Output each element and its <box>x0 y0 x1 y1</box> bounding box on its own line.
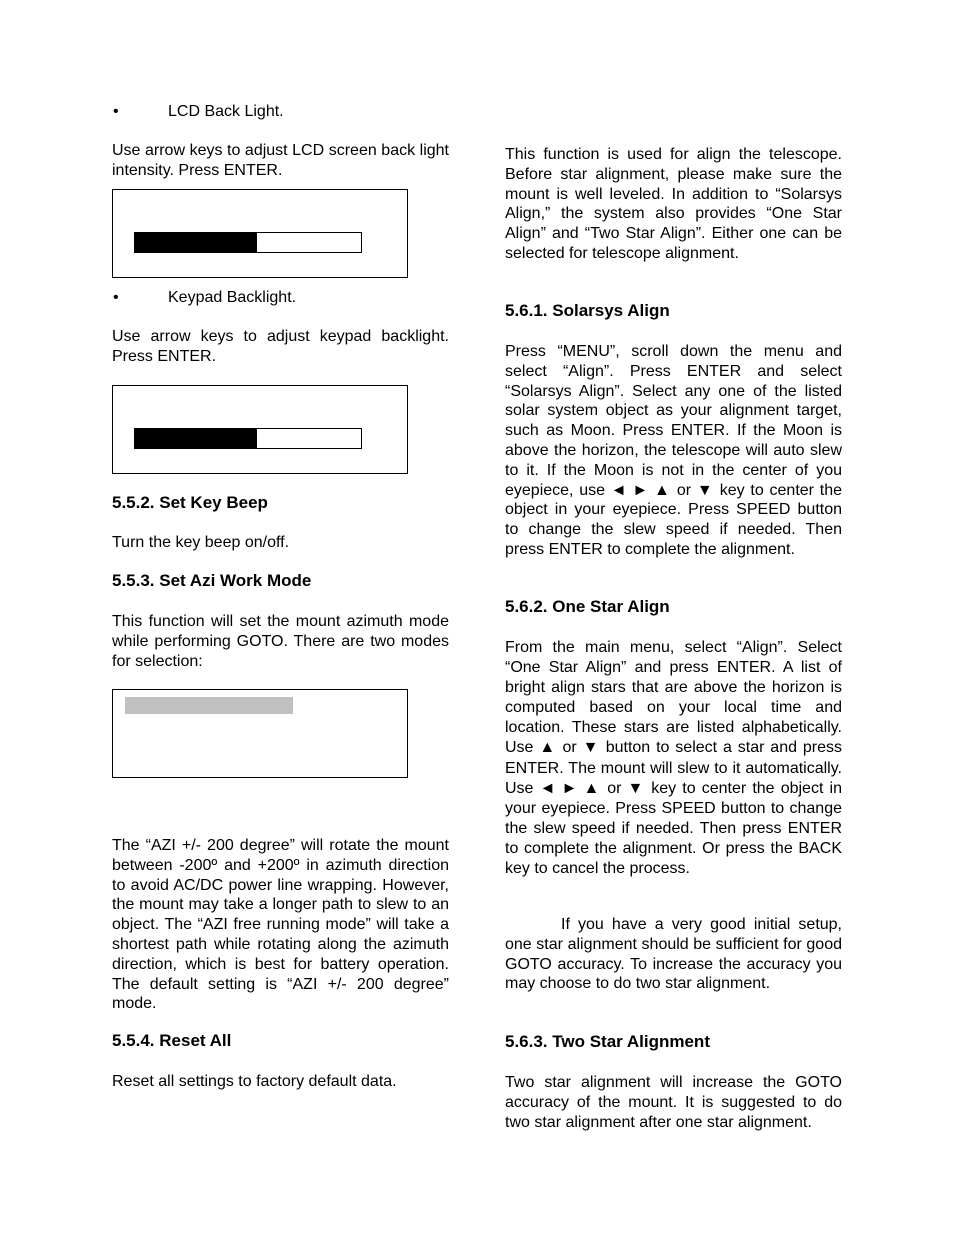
paragraph-keypad-backlight: Use arrow keys to adjust keypad backlight. Press ENTER. <box>112 328 449 365</box>
keypad-level-bar <box>134 428 362 449</box>
paragraph-azi-intro: This function will set the mount azimuth mode while performing GOTO. There are two modes for selection: <box>112 613 449 670</box>
bullet-dot: • <box>113 289 119 306</box>
lcd-screen-backlight <box>112 189 408 278</box>
heading-one-star-align: 5.6.2. One Star Align <box>505 597 670 616</box>
paragraph-align-intro: This function is used for align the telescope. Before star alignment, please make sure the mount is well leveled. In addition to “Solarsys Align,” the system also provides “One Star Align” and “Two Star Align”. Either one can be selected for telescope alignment. <box>505 146 842 262</box>
paragraph-key-beep: Turn the key beep on/off. <box>112 534 290 551</box>
paragraph-two-star-alignment: Two star alignment will increase the GOTO accuracy of the mount. It is suggested to do two star alignment after one star alignment. <box>505 1074 842 1131</box>
initial-setup-text: If you have a very good initial setup, one star alignment should be sufficient for good GOTO accuracy. To increase the accuracy you may choose to do two star alignment. <box>505 916 842 993</box>
keypad-level-fill <box>135 429 257 448</box>
lcd-screen-azi-mode <box>112 689 408 778</box>
backlight-level-bar <box>134 232 362 253</box>
bullet-dot: • <box>113 103 119 120</box>
paragraph-one-star-align: From the main menu, select “Align”. Select “One Star Align” and press ENTER. A list of bright align stars that are above the horizon is computed based on your local time and location. These stars are listed alphabetically. Use ▲ or ▼ button to select a star and press ENTER. The mount will slew to it automatically. Use ◄ ► ▲ or ▼ key to center the object in your eyepiece. Press SPEED button to change the slew speed if needed. Then press ENTER to complete the alignment. Or press the BACK key to cancel the process. <box>505 639 842 878</box>
bullet-keypad-backlight: Keypad Backlight. <box>168 289 297 306</box>
heading-set-key-beep: 5.5.2. Set Key Beep <box>112 493 268 512</box>
paragraph-solarsys-align: Press “MENU”, scroll down the menu and select “Align”. Press ENTER and select “Solarsys Align”. Select any one of the listed solar system object as your alignment target, such as Moon. Press ENTER. If the Moon is above the horizon, the telescope will auto slew to it. If the Moon is not in the center of you eyepiece, use ◄ ► ▲ or ▼ key to center the object in your eyepiece. Press SPEED button to change the slew speed if needed. Then press ENTER to complete the alignment. <box>505 343 842 558</box>
heading-reset-all: 5.5.4. Reset All <box>112 1031 232 1050</box>
heading-set-azi-work-mode: 5.5.3. Set Azi Work Mode <box>112 571 312 590</box>
heading-two-star-alignment: 5.6.3. Two Star Alignment <box>505 1032 710 1051</box>
heading-solarsys-align: 5.6.1. Solarsys Align <box>505 301 670 320</box>
paragraph-initial-setup <box>505 915 842 994</box>
selected-menu-row <box>125 697 293 714</box>
bullet-lcd-backlight: LCD Back Light. <box>168 103 284 120</box>
paragraph-reset-all: Reset all settings to factory default data. <box>112 1073 397 1090</box>
paragraph-azi-description: The “AZI +/- 200 degree” will rotate the mount between -200º and +200º in azimuth direction to avoid AC/DC power line wrapping. However, the mount may take a longer path to slew to an object. The “AZI free running mode” will take a shortest path while rotating along the azimuth direction, which is best for battery operation. The default setting is “AZI +/- 200 degree” mode. <box>112 837 449 1013</box>
lcd-screen-keypad <box>112 385 408 474</box>
backlight-level-fill <box>135 233 257 252</box>
paragraph-lcd-backlight: Use arrow keys to adjust LCD screen back light intensity. Press ENTER. <box>112 142 449 179</box>
